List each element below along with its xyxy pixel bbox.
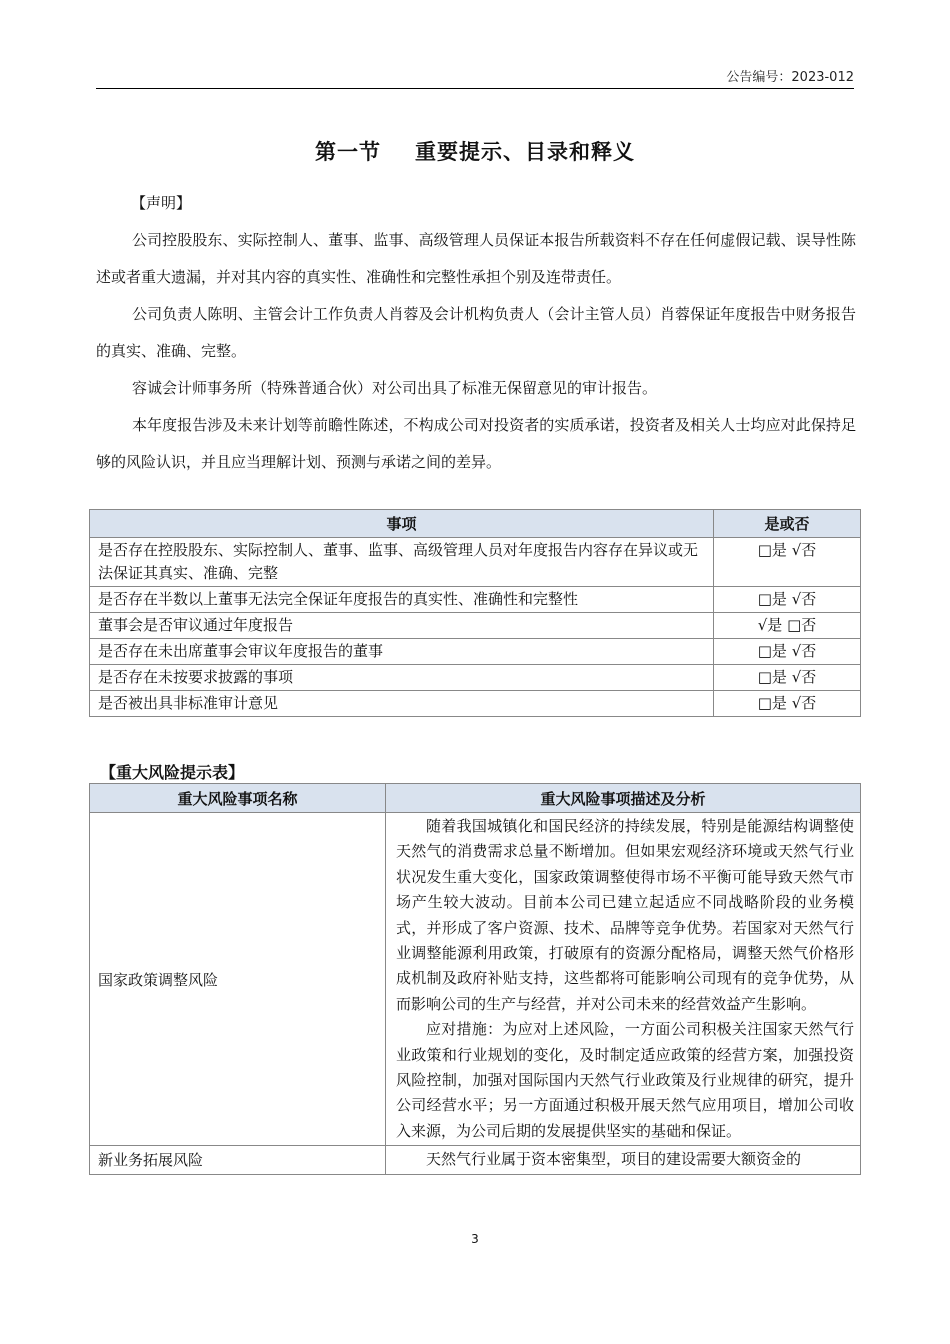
table-row: [90, 639, 861, 665]
risk-description: [386, 813, 861, 1146]
confirmation-answer: □是 √否: [714, 587, 861, 613]
table-row: [90, 1146, 861, 1174]
column-header-risk-name: 重大风险事项名称: [90, 784, 386, 813]
confirmation-item: 是否存在未出席董事会审议年度报告的董事: [90, 639, 714, 665]
column-header-risk-description: 重大风险事项描述及分析: [386, 784, 861, 813]
risk-description-paragraph: 随着我国城镇化和国民经济的持续发展，特别是能源结构调整使天然气的消费需求总量不断增加。但如果宏观经济环境或天然气行业状况发生重大变化，国家政策调整使得市场不平衡可能导致天然气市场产生较大波动。目前本公司已建立起适应不同战略阶段的业务模式，并形成了客户资源、技术、品牌等竞争优势。若国家对天然气行业调整能源利用政策，打破原有的资源分配格局，调整天然气价格形成机制及政府补贴支持，这些都将可能影响公司现有的竞争优势，从而影响公司的生产与经营，并对公司未来的经营效益产生影响。: [396, 817, 854, 1013]
declaration-heading: 【声明】: [131, 194, 192, 212]
risk-description-paragraph: 天然气行业属于资本密集型，项目的建设需要大额资金的: [426, 1150, 802, 1169]
declaration-paragraph: 容诚会计师事务所（特殊普通合伙）对公司出具了标准无保留意见的审计报告。: [132, 379, 658, 397]
risk-table: [89, 783, 861, 1175]
table-row: [90, 538, 861, 587]
column-header-item: 事项: [90, 510, 714, 538]
table-row: [90, 613, 861, 639]
declaration-paragraph: 公司控股股东、实际控制人、董事、监事、高级管理人员保证本报告所载资料不存在任何虚假记载、误导性陈述或者重大遗漏，并对其内容的真实性、准确性和完整性承担个别及连带责任。: [96, 231, 856, 286]
confirmation-table: [89, 509, 861, 717]
table-row: [90, 587, 861, 613]
confirmation-item: 是否存在控股股东、实际控制人、董事、监事、高级管理人员对年度报告内容存在异议或无法保证其真实、准确、完整: [90, 538, 714, 587]
confirmation-item: 董事会是否审议通过年度报告: [90, 613, 714, 639]
page-number: 3: [471, 1232, 479, 1246]
declaration-paragraph: 公司负责人陈明、主管会计工作负责人肖蓉及会计机构负责人（会计主管人员）肖蓉保证年度报告中财务报告的真实、准确、完整。: [96, 305, 856, 360]
risk-name: 国家政策调整风险: [90, 813, 386, 1146]
risk-table-heading: 【重大风险提示表】: [100, 763, 245, 782]
table-row: [90, 813, 861, 1146]
section-title: [0, 136, 950, 166]
confirmation-answer: □是 √否: [714, 639, 861, 665]
confirmation-item: 是否存在未按要求披露的事项: [90, 665, 714, 691]
risk-description: [386, 1146, 861, 1174]
table-header-row: [90, 784, 861, 813]
header-rule: [96, 88, 854, 89]
risk-name: 新业务拓展风险: [90, 1146, 386, 1174]
section-number: 第一节: [315, 140, 381, 164]
declaration-paragraph: 本年度报告涉及未来计划等前瞻性陈述，不构成公司对投资者的实质承诺，投资者及相关人士均应对此保持足够的风险认识，并且应当理解计划、预测与承诺之间的差异。: [96, 416, 856, 471]
announcement-code: 公告编号：2023-012: [726, 70, 854, 85]
table-header-row: [90, 510, 861, 538]
confirmation-item: 是否被出具非标准审计意见: [90, 691, 714, 717]
confirmation-answer: □是 √否: [714, 665, 861, 691]
confirmation-answer: √是 □否: [714, 613, 861, 639]
confirmation-answer: □是 √否: [714, 538, 861, 587]
section-name: 重要提示、目录和释义: [415, 140, 635, 164]
risk-countermeasure-paragraph: 应对措施：为应对上述风险，一方面公司积极关注国家天然气行业政策和行业规划的变化，及时制定适应政策的经营方案，加强投资风险控制，加强对国际国内天然气行业政策及行业规律的研究，提升公司经营水平；另一方面通过积极开展天然气应用项目，增加公司收入来源，为公司后期的发展提供坚实的基础和保证。: [396, 1020, 854, 1140]
column-header-answer: 是或否: [714, 510, 861, 538]
confirmation-item: 是否存在半数以上董事无法完全保证年度报告的真实性、准确性和完整性: [90, 587, 714, 613]
confirmation-answer: □是 √否: [714, 691, 861, 717]
table-row: [90, 665, 861, 691]
table-row: [90, 691, 861, 717]
